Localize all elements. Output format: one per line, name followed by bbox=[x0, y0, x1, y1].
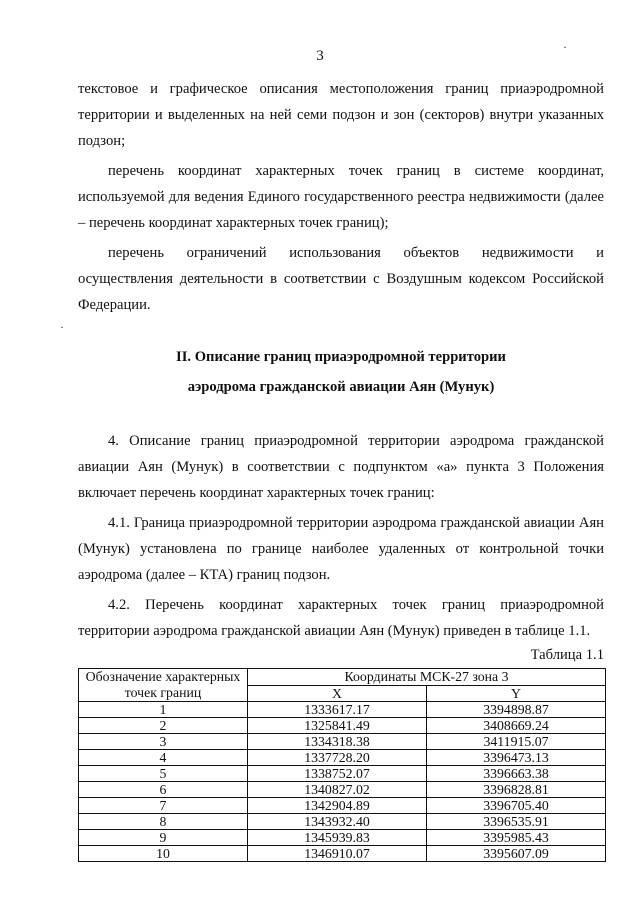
cell-x: 1346910.07 bbox=[248, 846, 427, 862]
cell-point: 10 bbox=[79, 846, 248, 862]
cell-y: 3395607.09 bbox=[427, 846, 606, 862]
cell-point: 3 bbox=[79, 734, 248, 750]
cell-x: 1345939.83 bbox=[248, 830, 427, 846]
cell-y: 3396828.81 bbox=[427, 782, 606, 798]
table-row bbox=[79, 846, 606, 862]
section-title-line1: II. Описание границ приаэродромной территории bbox=[176, 349, 506, 365]
cell-point: 9 bbox=[79, 830, 248, 846]
cell-point: 7 bbox=[79, 798, 248, 814]
scan-mark: · bbox=[60, 320, 64, 334]
cell-y: 3395985.43 bbox=[427, 830, 606, 846]
paragraph-text-description: текстовое и графическое описания местоположения границ приаэродромной территории и выделенных на ней семи подзон и зон (секторов) внутри указанных подзон; bbox=[78, 81, 604, 149]
header-y: Y bbox=[427, 685, 606, 702]
cell-point: 2 bbox=[79, 718, 248, 734]
document-body bbox=[78, 76, 604, 862]
header-x: X bbox=[248, 685, 427, 702]
cell-point: 1 bbox=[79, 702, 248, 718]
table-row bbox=[79, 718, 606, 734]
table-row bbox=[79, 814, 606, 830]
page-number: 3 bbox=[316, 48, 324, 64]
table-row bbox=[79, 830, 606, 846]
paragraph-4-2: 4.2. Перечень координат характерных точек границ приаэродромной территории аэродрома гражданской авиации Аян (Мунук) приведен в таблице 1.1. bbox=[78, 597, 604, 639]
cell-x: 1325841.49 bbox=[248, 718, 427, 734]
cell-y: 3396473.13 bbox=[427, 750, 606, 766]
paragraph-coordinates-list: перечень координат характерных точек границ в системе координат, используемой для ведения Единого государственного реестра недвижимости (далее – перечень координат характерных точек границ); bbox=[78, 163, 604, 231]
cell-y: 3396535.91 bbox=[427, 814, 606, 830]
cell-x: 1337728.20 bbox=[248, 750, 427, 766]
cell-point: 5 bbox=[79, 766, 248, 782]
cell-y: 3408669.24 bbox=[427, 718, 606, 734]
table-row bbox=[79, 798, 606, 814]
table-caption: Таблица 1.1 bbox=[530, 647, 604, 663]
table-row bbox=[79, 734, 606, 750]
table-row bbox=[79, 782, 606, 798]
cell-y: 3396705.40 bbox=[427, 798, 606, 814]
scan-mark: · bbox=[563, 40, 567, 54]
paragraph-4-1: 4.1. Граница приаэродромной территории аэродрома гражданской авиации Аян (Мунук) установлена по границе наиболее удаленных от контрольной точки аэродрома (далее – КТА) границ подзон. bbox=[78, 515, 604, 583]
header-point-label: Обозначение характерных точек границ bbox=[79, 669, 248, 702]
cell-x: 1338752.07 bbox=[248, 766, 427, 782]
cell-point: 8 bbox=[79, 814, 248, 830]
cell-y: 3394898.87 bbox=[427, 702, 606, 718]
table-row bbox=[79, 750, 606, 766]
paragraph-restrictions-list: перечень ограничений использования объектов недвижимости и осуществления деятельности в соответствии с Воздушным кодексом Российской Федерации. bbox=[78, 245, 604, 313]
cell-y: 3411915.07 bbox=[427, 734, 606, 750]
cell-point: 6 bbox=[79, 782, 248, 798]
header-coordinates: Координаты МСК-27 зона 3 bbox=[248, 669, 606, 686]
section-title-line2: аэродрома гражданской авиации Аян (Мунук) bbox=[187, 379, 495, 395]
cell-y: 3396663.38 bbox=[427, 766, 606, 782]
cell-x: 1333617.17 bbox=[248, 702, 427, 718]
cell-x: 1342904.89 bbox=[248, 798, 427, 814]
table-row bbox=[79, 766, 606, 782]
cell-point: 4 bbox=[79, 750, 248, 766]
cell-x: 1334318.38 bbox=[248, 734, 427, 750]
coordinates-table bbox=[78, 668, 606, 862]
paragraph-4: 4. Описание границ приаэродромной территории аэродрома гражданской авиации Аян (Мунук) в соответствии с подпунктом «а» пункта 3 Положения включает перечень координат характерных точек границ: bbox=[78, 433, 604, 501]
table-row bbox=[79, 702, 606, 718]
section-title bbox=[78, 342, 604, 402]
cell-x: 1343932.40 bbox=[248, 814, 427, 830]
cell-x: 1340827.02 bbox=[248, 782, 427, 798]
